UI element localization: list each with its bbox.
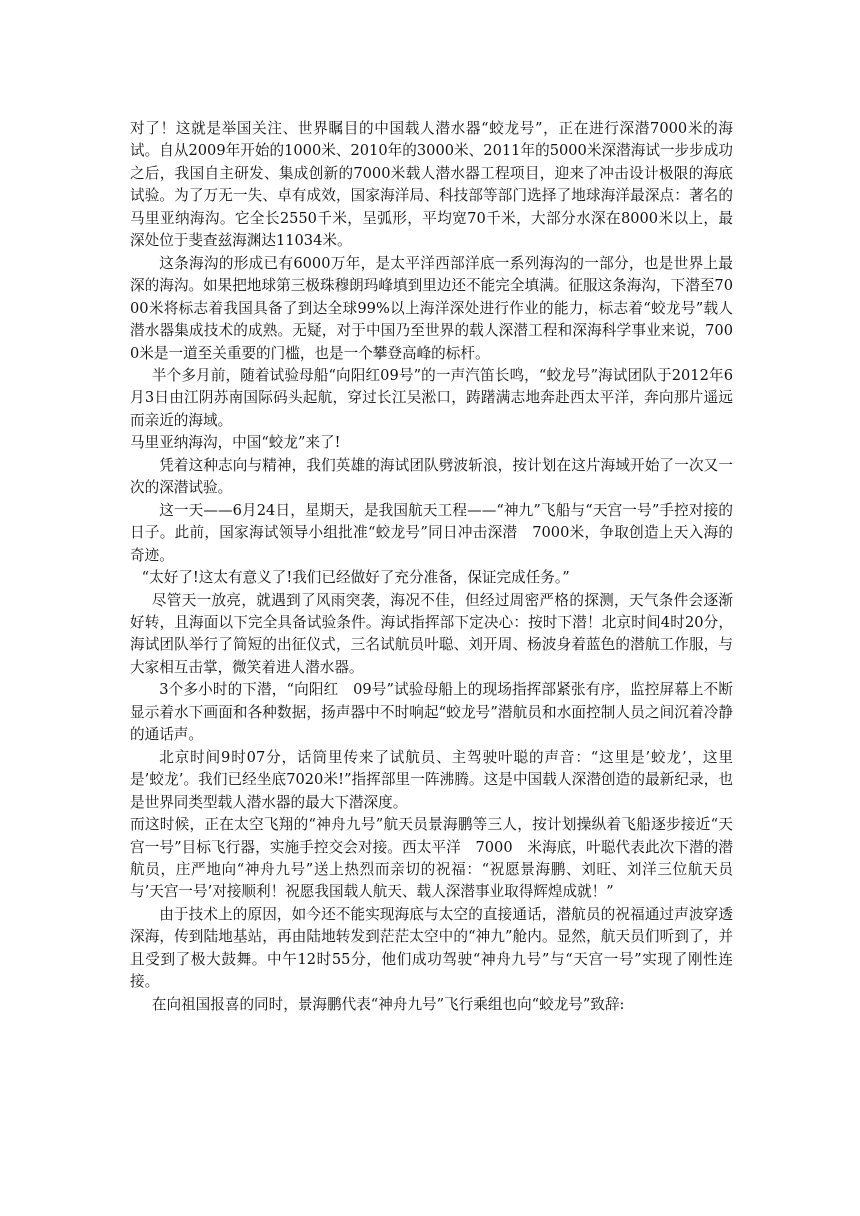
- paragraph-1: 对了！这就是举国关注、世界瞩目的中国载人潜水器“蛟龙号”，正在进行深潜7000米的海试。自从2009年开始的1000米、2010年的3000米、2011年的5000米深潜海试一步步成功之后，我国自主研发、集成创新的7000米载人潜水器工程项目，迎来了冲击设计极限的海底试验。为了万无一失、卓有成效，国家海洋局、科技部等部门选择了地球海洋最深点：著名的马里亚纳海沟。它全长2550千米，呈弧形，平均宽70千米，大部分水深在8000米以上，最深处位于斐查兹海渊达11034米。: [130, 120, 733, 250]
- paragraph-3: 半个多月前，随着试验母船“向阳红09号”的一声汽笛长鸣，“蛟龙号”海试团队于2012年6月3日由江阴苏南国际码头起航，穿过长江吴淞口，踌躇满志地奔赴西太平洋，奔向那片遥远而亲近的海域。: [130, 366, 733, 429]
- paragraph-5: 凭着这种志向与精神，我们英雄的海试团队劈波斩浪，按计划在这片海域开始了一次又一次的深潜试验。: [130, 456, 733, 497]
- paragraph-11: 而这时候，正在太空飞翔的“神舟九号”航天员景海鹏等三人，按计划操纵着飞船逐步接近“天宫一号”目标飞行器，实施手控交会对接。西太平洋 7000 米海底，叶聪代表此次下潜的潜航员，庄严地向“神舟九号”送上热烈而亲切的祝福：“祝愿景海鹏、刘旺、刘洋三位航天员与’天宫一号’对接顺利！祝愿我国载人航天、载人深潜事业取得辉煌成就！”: [130, 816, 733, 901]
- paragraph-9: 3个多小时的下潜，“向阳红 09号”试验母船上的现场指挥部紧张有序，监控屏幕上不断显示着水下画面和各种数据，扬声器中不时响起“蛟龙号”潜航员和水面控制人员之间沉着冷静的通话声。: [130, 681, 733, 744]
- paragraph-2: 这条海沟的形成已有6000万年，是太平洋西部洋底一系列海沟的一部分，也是世界上最深的海沟。如果把地球第三极珠穆朗玛峰填到里边还不能完全填满。征服这条海沟，下潜至7000米将标志着我国具备了到达全球99%以上海洋深处进行作业的能力，标志着“蛟龙号”载人潜水器集成技术的成熟。无疑，对于中国乃至世界的载人深潜工程和深海科学事业来说，7000米是一道至关重要的门槛，也是一个攀登高峰的标杆。: [130, 254, 733, 362]
- paragraph-10: 北京时间9时07分，话筒里传来了试航员、主驾驶叶聪的声音：“这里是’蛟龙’，这里是’蛟龙’。我们已经坐底7020米!”指挥部里一阵沸腾。这是中国载人深潜创造的最新纪录，也是世界同类型载人潜水器的最大下潜深度。: [130, 748, 733, 811]
- paragraph-7: “太好了!这太有意义了!我们已经做好了充分准备，保证完成任务。”: [141, 569, 570, 587]
- paragraph-12: 由于技术上的原因，如今还不能实现海底与太空的直接通话，潜航员的祝福通过声波穿透深海，传到陆地基站，再由陆地转发到茫茫太空中的“神九”舱内。显然，航天员们听到了，并且受到了极大鼓舞。中午12时55分，他们成功驾驶“神舟九号”与“天宫一号”实现了刚性连接。: [130, 905, 733, 991]
- document-page: [130, 118, 733, 1016]
- paragraph-13: 在向祖国报喜的同时，景海鹏代表“神舟九号”飞行乘组也向“蛟龙号”致辞:: [151, 995, 625, 1013]
- paragraph-4: 马里亚纳海沟，中国“蛟龙”来了!: [130, 434, 341, 452]
- paragraph-8: 尽管天一放亮，就遇到了风雨突袭，海况不佳，但经过周密严格的探测，天气条件会逐渐好转，且海面以下完全具备试验条件。海试指挥部下定决心：按时下潜！北京时间4时20分，海试团队举行了简短的出征仪式，三名试航员叶聪、刘开周、杨波身着蓝色的潜航工作服，与大家相互击掌，微笑着进人潜水器。: [130, 591, 733, 676]
- paragraph-6: 这一天——6月24日，星期天，是我国航天工程——“神九”飞船与“天宫一号”手控对接的日子。此前，国家海试领导小组批准“蛟龙号”同日冲击深潜 7000米，争取创造上天入海的奇迹。: [130, 501, 733, 564]
